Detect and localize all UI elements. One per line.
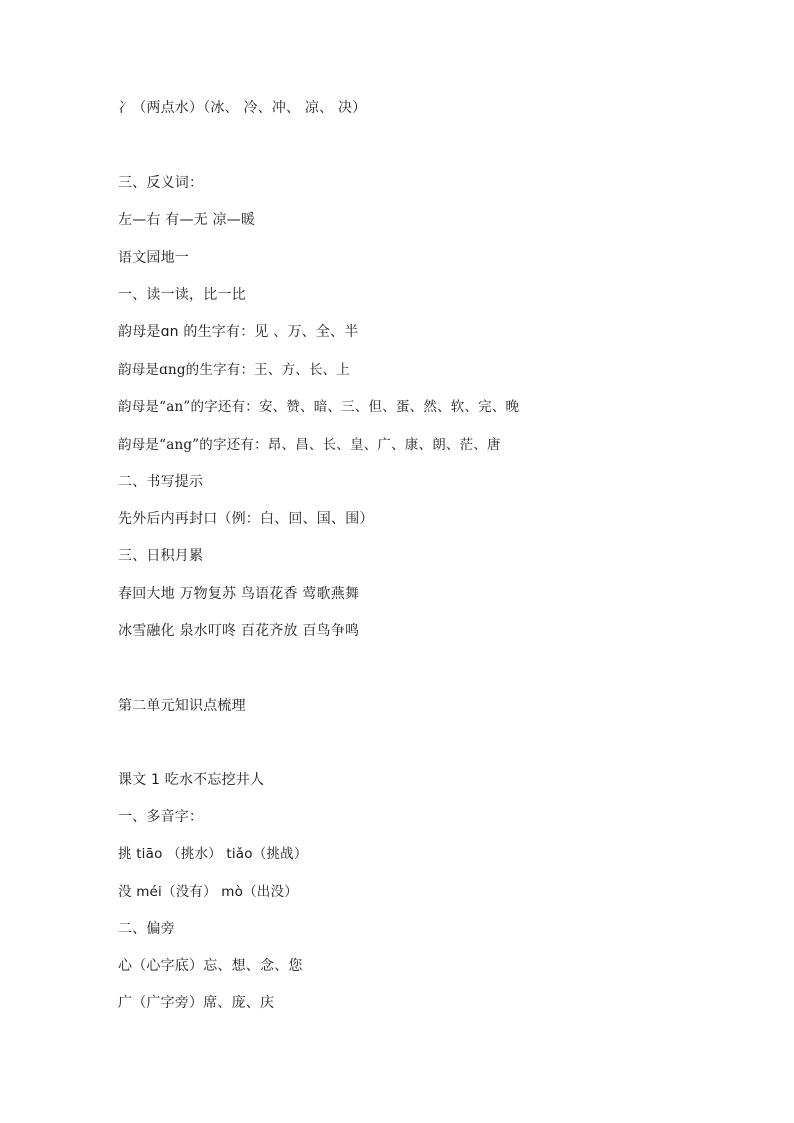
radicals-heading: 二、偏旁: [118, 921, 175, 937]
polyphonic-tiao: 挑 tiāo （挑水） tiǎo（挑战）: [118, 846, 308, 862]
radical-two-dots-line: 冫（两点水）（冰、 冷、冲、 凉、 决）: [118, 100, 367, 116]
antonyms-list: 左—右 有—无 凉—暖: [118, 212, 256, 228]
ang-final-characters: 韵母是ɑng的生字有：王、方、长、上: [118, 362, 351, 378]
garden-one-heading: 语文园地一: [118, 250, 189, 266]
heart-radical-line: 心（心字底）忘、想、念、您: [118, 958, 303, 974]
lesson-one-title: 课文 1 吃水不忘挖井人: [118, 772, 265, 788]
idioms-row-2: 冰雪融化 泉水叮咚 百花齐放 百鸟争鸣: [118, 623, 360, 639]
an-more-characters: 韵母是“an”的字还有：安、赞、暗、三、但、蛋、然、软、完、晚: [118, 399, 520, 415]
shelter-radical-line: 广（广字旁）席、庞、庆: [118, 995, 275, 1011]
writing-tips-heading: 二、书写提示: [118, 474, 204, 490]
idioms-row-1: 春回大地 万物复苏 鸟语花香 莺歌燕舞: [118, 586, 360, 602]
polyphonic-mei: 没 méi（没有） mò（出没）: [118, 884, 298, 900]
unit-two-title: 第二单元知识点梳理: [118, 698, 246, 714]
writing-tips-rule: 先外后内再封口（例：白、回、国、围）: [118, 511, 374, 527]
antonyms-heading: 三、反义词：: [118, 175, 204, 191]
polyphonic-heading: 一、多音字：: [118, 809, 204, 825]
daily-accumulation-heading: 三、日积月累: [118, 548, 204, 564]
an-final-characters: 韵母是ɑn 的生字有：见 、万、全、半: [118, 324, 359, 340]
ang-more-characters: 韵母是“ang”的字还有：昂、昌、长、皇、广、康、朗、茫、唐: [118, 437, 501, 453]
read-compare-heading: 一、读一读，比一比: [118, 287, 246, 303]
